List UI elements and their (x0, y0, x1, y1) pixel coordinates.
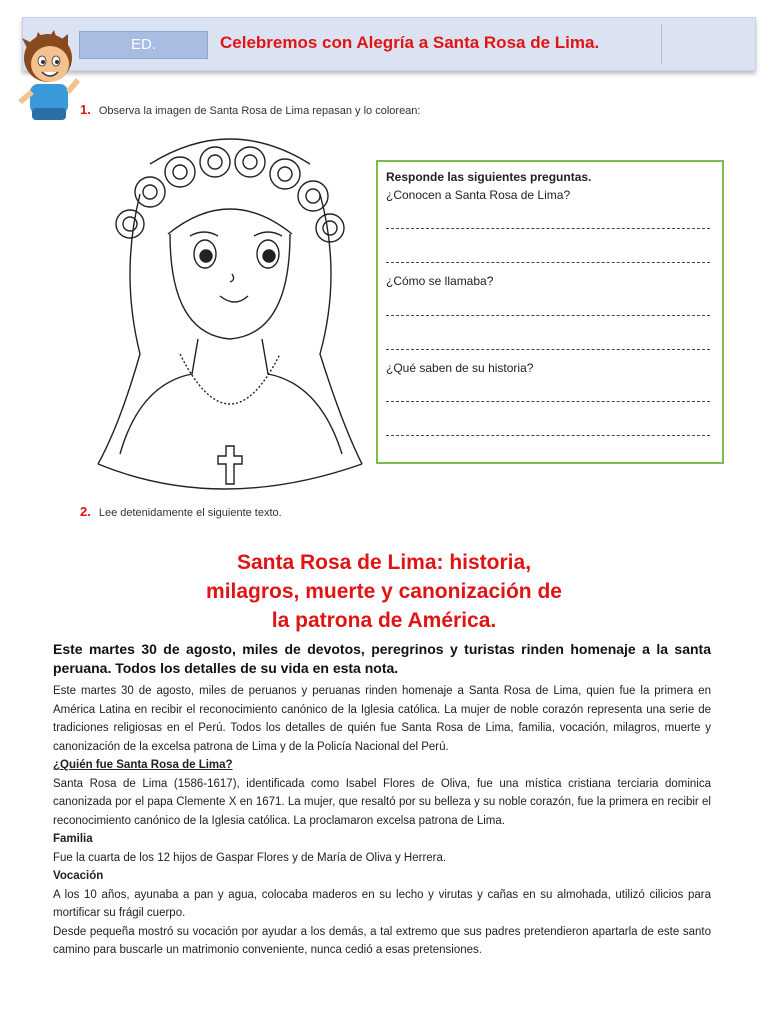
article-title (100, 548, 668, 635)
answer-line-2a[interactable] (386, 315, 710, 316)
heading-familia: Familia (53, 833, 93, 845)
cartoon-boy-illustration (10, 28, 90, 123)
answer-line-1b[interactable] (386, 262, 710, 263)
question-3: ¿Qué saben de su historia? (386, 361, 534, 375)
paragraph-vocacion-1: A los 10 años, ayunaba a pan y agua, colocaba maderos en su lecho y virutas y cañas en su almohada, utilizó cilicios para mortificar su frágil cuerpo. (53, 888, 711, 919)
question-2: ¿Cómo se llamaba? (386, 274, 494, 288)
questions-box (376, 160, 724, 464)
article-title-line-1: Santa Rosa de Lima: historia, (236, 551, 532, 574)
heading-quien-fue: ¿Quién fue Santa Rosa de Lima? (53, 759, 233, 771)
answer-line-3a[interactable] (386, 401, 710, 402)
answer-line-1a[interactable] (386, 228, 710, 229)
questions-heading: Responde las siguientes preguntas. (386, 170, 592, 184)
article-body (53, 682, 711, 960)
step-2 (80, 504, 282, 519)
step-1-number: 1. (80, 102, 91, 117)
article-lead: Este martes 30 de agosto, miles de devotos, peregrinos y turistas rinden homenaje a la santa peruana. Todos los detalles de su vida en esta nota. (53, 641, 711, 676)
paragraph-quien-fue: Santa Rosa de Lima (1586-1617), identificada como Isabel Flores de Oliva, fue una mística cristiana terciaria dominica canonizada por el papa Clemente X en 1671. La mujer, que resaltó por su belleza y su noble corazón, fue la primera en recibir el reconocimiento canónico de la Iglesia católica. La proclamaron excelsa patrona de Lima. (53, 777, 711, 827)
article-title-line-2: milagros, muerte y canonización de (206, 580, 562, 603)
paragraph-familia: Fue la cuarta de los 12 hijos de Gaspar Flores y de María de Oliva y Herrera. (53, 851, 447, 864)
answer-line-3b[interactable] (386, 435, 710, 436)
step-2-text: Lee detenidamente el siguiente texto. (98, 507, 282, 519)
page-title: Celebremos con Alegría a Santa Rosa de Lima. (220, 33, 600, 52)
santa-rosa-coloring-drawing (80, 124, 380, 504)
step-1 (80, 102, 420, 117)
paragraph-intro: Este martes 30 de agosto, miles de peruanos y peruanas rinden homenaje a Santa Rosa de Lima, quien fue la primera en América Latina en recibir el reconocimiento canónico de la Iglesia católica. La mujer de noble corazón representa una serie de tradiciones religiosas en el Perú. Todos los detalles de quién fue Santa Rosa de Lima, familia, vocación, milagros, muerte y canonización de la excelsa patrona de Lima y de la Policía Nacional del Perú. (53, 685, 711, 753)
step-2-number: 2. (80, 504, 91, 519)
question-1: ¿Conocen a Santa Rosa de Lima? (386, 188, 571, 202)
heading-vocacion: Vocación (53, 870, 104, 882)
header-divider (661, 24, 662, 64)
ed-label: ED. (79, 31, 208, 59)
step-1-text: Observa la imagen de Santa Rosa de Lima repasan y lo colorean: (98, 105, 421, 117)
header-banner (22, 17, 756, 71)
paragraph-vocacion-2: Desde pequeña mostró su vocación por ayudar a los demás, a tal extremo que sus padres pretendieron apartarla de este santo camino para buscarle un matrimonio conveniente, nunca cedió a esas pretensiones. (53, 925, 711, 956)
article-title-line-3: la patrona de América. (271, 609, 497, 632)
answer-line-2b[interactable] (386, 349, 710, 350)
